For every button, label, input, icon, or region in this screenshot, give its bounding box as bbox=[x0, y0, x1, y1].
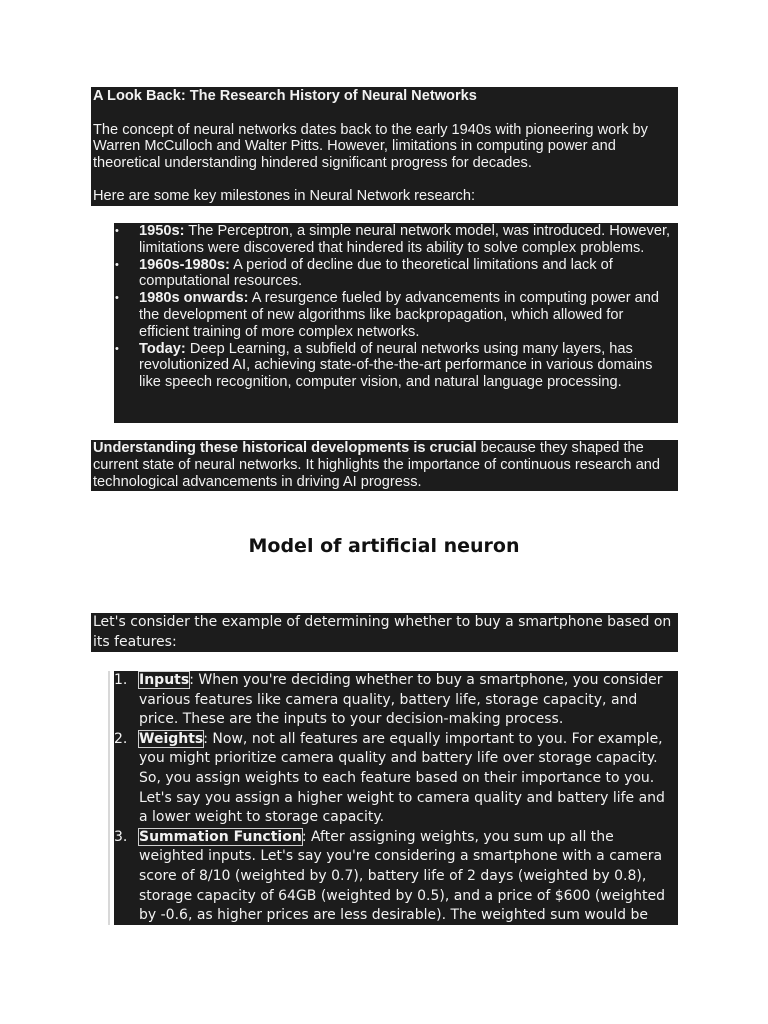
history-intro: The concept of neural networks dates back to the early 1940s with pioneering work by Warren McCulloch and Walter Pitts. However, limitations in computing power and theoretical understanding hindered significant progress for decades. bbox=[93, 121, 648, 171]
list-item bbox=[114, 341, 678, 391]
understanding-paragraph bbox=[91, 440, 678, 491]
bullet-icon: • bbox=[115, 258, 119, 271]
milestone-period: 1980s onwards: bbox=[139, 290, 249, 307]
understanding-text: because they shaped the current state of neural networks. It highlights the importance of continuous research and technological advancements in driving AI progress. bbox=[93, 440, 661, 490]
step-text: : After assigning weights, you sum up all the weighted inputs. Let's say you're considering a smartphone with a camera score of 8/10 (weighted by 0.7), battery life of 2 days (weighted by 0.8), storage capacity of 64GB (weighted by 0.5), and a price of $600 (weighted by -0.6, as higher prices are less desirable). The weighted sum would be bbox=[139, 828, 666, 924]
milestone-text: The Perceptron, a simple neural network model, was introduced. However, limitations were discovered that hindered its ability to solve complex problems. bbox=[139, 223, 671, 256]
list-item bbox=[114, 671, 678, 730]
spacer bbox=[93, 105, 676, 122]
step-term: Weights bbox=[139, 730, 204, 747]
list-border bbox=[108, 671, 110, 925]
milestone-text: A resurgence fueled by advancements in computing power and the development of new algorithms like backpropagation, which allowed for efficient training of more complex networks. bbox=[139, 290, 660, 340]
milestone-period: Today: bbox=[139, 340, 186, 357]
example-intro: Let's consider the example of determining whether to buy a smartphone based on its features: bbox=[91, 613, 678, 652]
steps-list bbox=[114, 671, 678, 925]
milestone-period: 1960s-1980s: bbox=[139, 256, 230, 273]
milestone-period: 1950s: bbox=[139, 223, 185, 239]
milestones-intro: Here are some key milestones in Neural Network research: bbox=[93, 188, 476, 205]
milestones-list bbox=[114, 223, 678, 423]
section-title: Model of artificial neuron bbox=[248, 535, 520, 557]
list-item bbox=[114, 290, 678, 340]
step-number: 1. bbox=[114, 672, 128, 688]
history-heading: A Look Back: The Research History of Neural Networks bbox=[93, 88, 477, 104]
step-number: 3. bbox=[114, 828, 128, 845]
step-number: 2. bbox=[114, 730, 128, 747]
step-term: Inputs bbox=[139, 672, 190, 688]
step-text: : When you're deciding whether to buy a smartphone, you consider various features like camera quality, battery life, storage capacity, and price. These are the inputs to your decision-making process. bbox=[139, 672, 663, 728]
list-item bbox=[114, 257, 678, 291]
list-item bbox=[114, 730, 678, 828]
list-item bbox=[114, 828, 678, 925]
spacer bbox=[93, 171, 676, 188]
bullet-icon: • bbox=[115, 225, 119, 237]
step-term: Summation Function bbox=[139, 828, 302, 845]
bullet-icon: • bbox=[115, 292, 119, 305]
history-section bbox=[91, 87, 678, 206]
milestone-text: A period of decline due to theoretical limitations and lack of computational resources. bbox=[139, 256, 613, 290]
understanding-bold: Understanding these historical developments is crucial bbox=[93, 440, 477, 456]
bullet-icon: • bbox=[115, 342, 119, 355]
step-text: : Now, not all features are equally important to you. For example, you might prioritize camera quality and battery life over storage capacity. So, you assign weights to each feature based on their importance to you. Let's say you assign a higher weight to camera quality and battery life and a lower weight to storage capacity. bbox=[139, 730, 665, 826]
milestone-text: Deep Learning, a subfield of neural networks using many layers, has revolutionized AI, achieving state-of-the-the-art performance in various domains like speech recognition, computer vision, and natural language processing. bbox=[139, 340, 653, 391]
list-item bbox=[114, 223, 678, 257]
